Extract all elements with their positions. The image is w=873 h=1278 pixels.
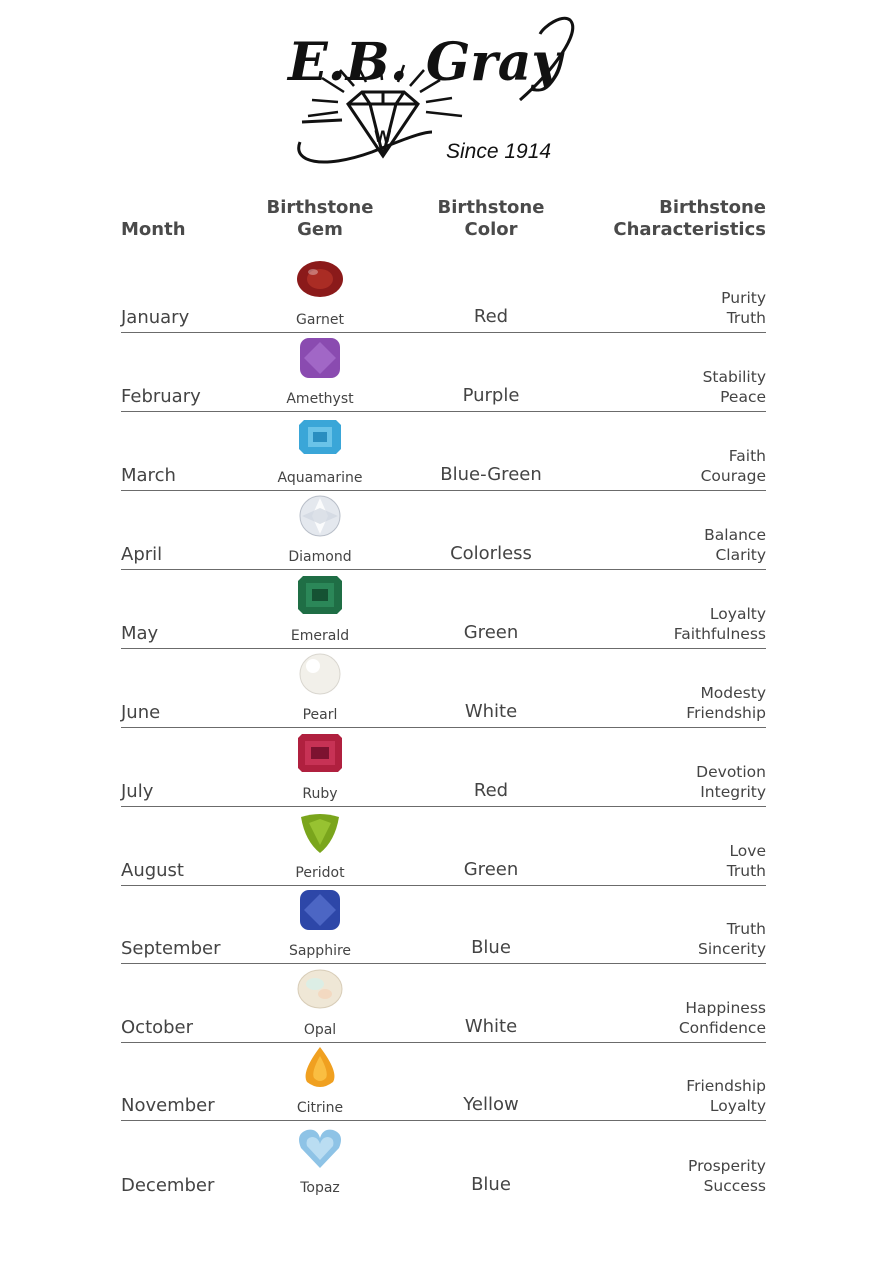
color-cell: Blue [471,1174,511,1195]
table-row-january [0,252,873,330]
gem-name-cell: Amethyst [286,391,354,407]
characteristics-cell [698,919,766,959]
characteristic-1: Purity [721,289,766,307]
month-cell: July [121,781,154,802]
characteristics-cell [704,525,766,565]
peridot-icon [295,811,345,857]
characteristics-cell [674,604,766,644]
characteristics-cell [701,446,766,486]
characteristic-2: Truth [726,862,766,880]
gem-name-cell: Aquamarine [277,470,363,486]
header-gem-line2: Gem [297,219,343,240]
month-cell: January [121,307,190,328]
header-char-line1: Birthstone [659,197,766,218]
month-cell: April [121,544,163,565]
color-cell: Purple [462,385,520,406]
topaz-icon [295,1126,345,1172]
amethyst-icon [295,337,345,383]
characteristic-2: Truth [726,309,766,327]
characteristic-1: Balance [704,526,766,544]
header-characteristics [613,197,766,241]
characteristics-cell [696,762,766,802]
month-cell: February [121,386,201,407]
characteristic-2: Friendship [686,704,766,722]
gem-name-cell: Peridot [295,865,345,881]
header-color-line1: Birthstone [437,197,545,218]
color-cell: Green [463,622,519,643]
logo-name: E.B. Gray [288,32,562,93]
color-cell: White [464,701,518,722]
characteristic-2: Integrity [700,783,766,801]
characteristic-2: Success [703,1177,766,1195]
month-cell: September [121,938,221,959]
characteristics-cell [727,841,766,881]
characteristic-1: Stability [702,368,766,386]
characteristic-1: Modesty [700,684,766,702]
gem-name-cell: Diamond [288,549,352,565]
characteristic-1: Devotion [696,763,766,781]
header-gem-line1: Birthstone [266,197,374,218]
opal-icon [295,968,345,1014]
characteristics-cell [688,1156,766,1196]
table-row-november [0,1040,873,1118]
gem-name-cell: Emerald [290,628,350,644]
table-row-september [0,883,873,961]
characteristic-2: Confidence [678,1019,766,1037]
characteristics-cell [686,683,766,723]
month-cell: June [121,702,161,723]
characteristic-1: Happiness [685,999,766,1017]
table-header [0,194,873,254]
logo-tagline: Since 1914 [446,140,552,163]
month-cell: May [121,623,159,644]
svg-text:W: W [374,127,392,146]
emerald-icon [295,574,345,620]
characteristics-cell [686,1076,766,1116]
characteristic-2: Clarity [715,546,766,564]
characteristic-1: Friendship [686,1077,766,1095]
color-cell: Green [463,859,519,880]
gem-name-cell: Sapphire [288,943,352,959]
color-cell: Red [473,306,509,327]
pearl-icon [295,653,345,699]
gem-name-cell: Opal [303,1022,337,1038]
table-row-december [0,1120,873,1198]
color-cell: Blue-Green [440,464,542,485]
characteristic-2: Courage [700,467,766,485]
table-row-july [0,726,873,804]
sapphire-icon [295,889,345,935]
header-char-line2: Characteristics [613,219,766,240]
gem-name-cell: Pearl [302,707,338,723]
table-row-october [0,962,873,1040]
table-row-may [0,568,873,646]
month-cell: December [121,1175,215,1196]
characteristic-1: Faith [728,447,766,465]
month-cell: November [121,1095,215,1116]
month-cell: March [121,465,176,486]
header-month: Month [121,219,186,240]
characteristic-1: Loyalty [709,605,766,623]
gem-name-cell: Garnet [296,312,344,328]
header-color [415,197,567,241]
aquamarine-icon [295,416,345,462]
month-cell: August [121,860,184,881]
table-row-april [0,489,873,567]
characteristic-2: Sincerity [698,940,766,958]
eb-gray-logo [282,12,582,172]
characteristic-2: Faithfulness [673,625,766,643]
table-row-june [0,647,873,725]
characteristic-1: Love [729,842,766,860]
color-cell: Red [473,780,509,801]
table-row-february [0,331,873,409]
color-cell: Yellow [463,1094,519,1115]
table-row-august [0,805,873,883]
characteristics-cell [721,288,766,328]
gem-name-cell: Ruby [302,786,338,802]
characteristics-cell [679,998,766,1038]
gem-name-cell: Topaz [300,1180,340,1196]
characteristic-1: Prosperity [688,1157,766,1175]
citrine-icon [295,1046,345,1092]
garnet-icon [295,258,345,304]
diamond-icon [295,495,345,541]
color-cell: Colorless [450,543,532,564]
table-row-march [0,410,873,488]
color-cell: White [464,1016,518,1037]
color-cell: Blue [471,937,511,958]
characteristic-2: Loyalty [709,1097,766,1115]
ruby-icon [295,732,345,778]
month-cell: October [121,1017,194,1038]
header-gem [260,197,380,241]
characteristic-2: Peace [720,388,766,406]
characteristics-cell [703,367,766,407]
characteristic-1: Truth [726,920,766,938]
gem-name-cell: Citrine [296,1100,344,1116]
header-color-line2: Color [464,219,518,240]
